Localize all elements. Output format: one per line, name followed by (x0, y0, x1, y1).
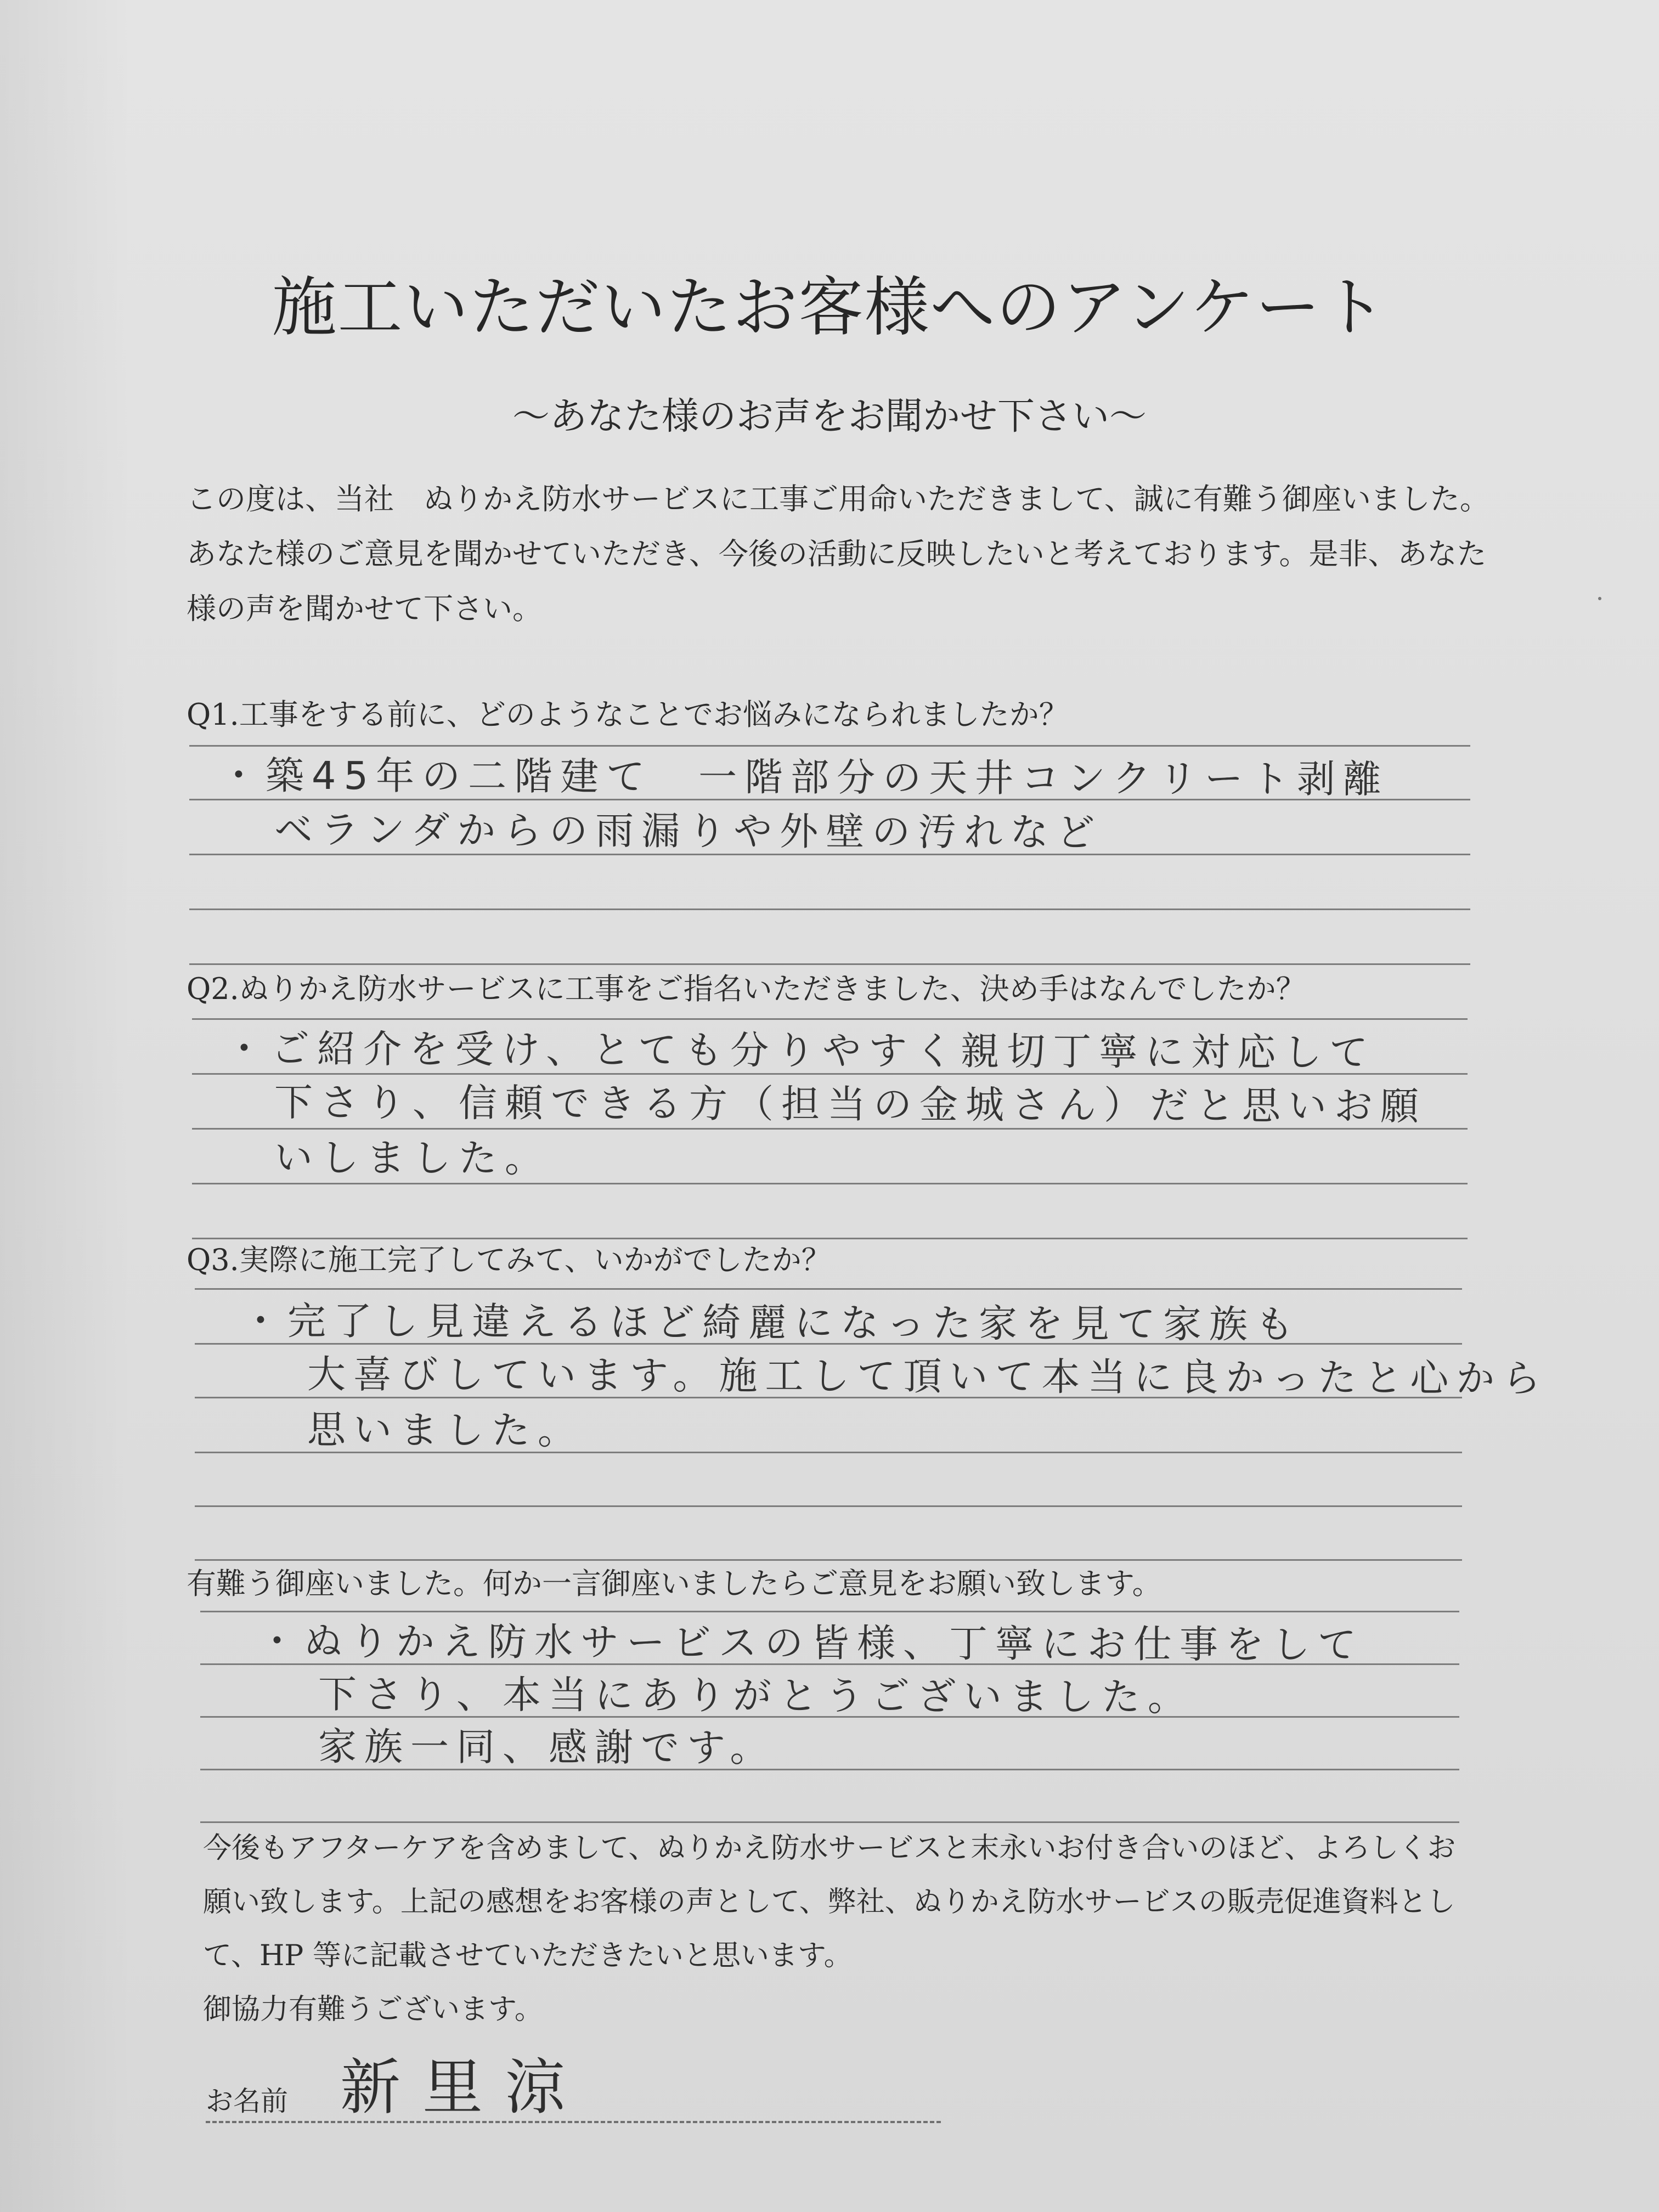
intro-line: 様の声を聞かせて下さい。 (187, 591, 542, 626)
answer-rule (192, 1018, 1468, 1020)
answer-rule (195, 1288, 1462, 1290)
comment-line: 下さり、本当にありがとうございました。 (318, 1672, 1194, 1720)
intro-line: あなた様のご意見を聞かせていただき、今後の活動に反映したいと考えております。是非、あなた (187, 537, 1487, 571)
answer-rule (200, 1611, 1459, 1612)
survey-subtitle: ～あなた様のお声をお聞かせ下さい～ (512, 395, 1147, 438)
answer-rule (192, 1183, 1468, 1184)
survey-title: 施工いただいたお客様へのアンケート (272, 269, 1387, 345)
name-label: お名前 (206, 2085, 288, 2117)
question-3-label: Q3.実際に施工完了してみて、いかがでしたか？ (187, 1243, 831, 1277)
closing-line: 今後もアフターケアを含めまして、ぬりかえ防水サービスと末永いお付き合いのほど、よろしくお (203, 1832, 1456, 1865)
closing-line: て、HP 等に記載させていただきたいと思います。 (203, 1939, 853, 1972)
name-value: 新里涼 (340, 2052, 587, 2123)
question-1-label: Q1.工事をする前に、どのようなことでお悩みになられましたか？ (187, 697, 1069, 732)
name-signature-line (206, 2121, 941, 2123)
intro-line: この度は、当社 ぬりかえ防水サービスに工事ご用命いただきまして、誠に有難う御座いました。 (187, 482, 1489, 516)
answer-2-line: いしました。 (274, 1135, 551, 1181)
closing-line: 願い致します。上記の感想をお客様の声として、弊社、ぬりかえ防水サービスの販売促進資料とし (203, 1886, 1455, 1918)
answer-3-line: 大喜びしています。施工して頂いて本当に良かったと心から (307, 1352, 1549, 1401)
answer-1-line: ベランダからの雨漏りや外壁の汚れなど (274, 807, 1103, 855)
answer-rule (189, 909, 1470, 910)
answer-1-line: ・築45年の二階建て 一階部分の天井コンクリート剥離 (219, 753, 1389, 802)
comment-line: ・ぬりかえ防水サービスの皆様、丁寧にお仕事をして (257, 1618, 1364, 1668)
answer-3-line: ・完了し見違えるほど綺麗になった家を見て家族も (241, 1298, 1302, 1347)
closing-line: 御協力有難うございます。 (203, 1993, 543, 2026)
question-2-label: Q2.ぬりかえ防水サービスに工事をご指名いただきました、決め手はなんでしたか？ (187, 972, 1306, 1006)
comment-line: 家族一同、感謝です。 (318, 1724, 776, 1771)
paper-speck (1598, 597, 1601, 600)
comment-prompt: 有難う御座いました。何か一言御座いましたらご意見をお願い致します。 (187, 1566, 1162, 1601)
answer-rule (189, 745, 1470, 747)
answer-2-line: 下さり、信頼できる方（担当の金城さん）だと思いお願 (274, 1080, 1427, 1129)
closing-paragraph (203, 1821, 1487, 2036)
answer-3-line: 思いました。 (307, 1407, 584, 1453)
answer-2-line: ・ご紹介を受け、とても分りやすく親切丁寧に対応して (224, 1026, 1376, 1075)
answer-rule (195, 1505, 1462, 1507)
intro-paragraph (187, 472, 1492, 636)
